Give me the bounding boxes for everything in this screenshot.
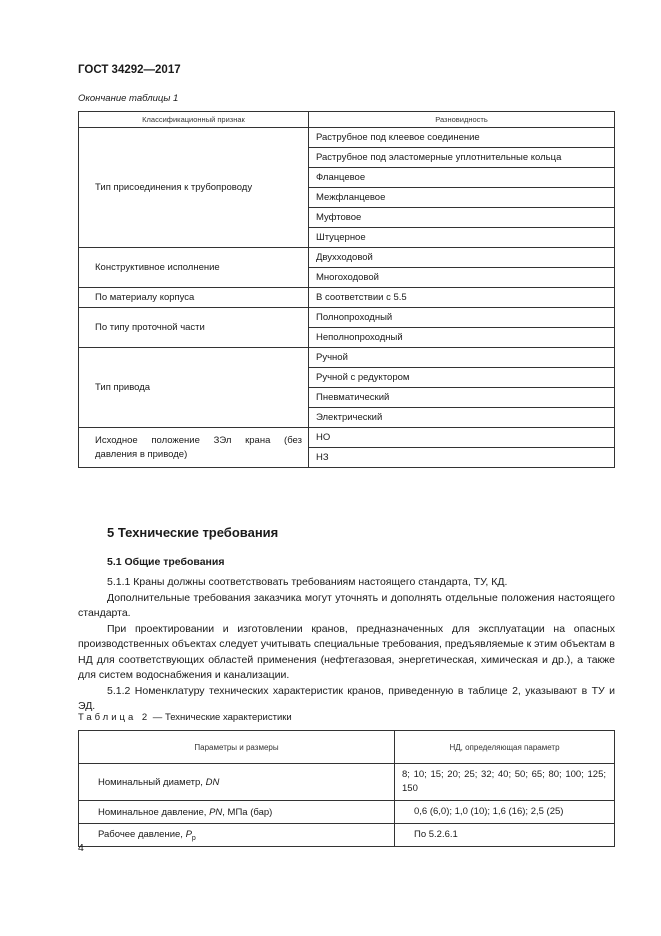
table-row bbox=[79, 801, 615, 824]
table-row bbox=[79, 128, 615, 148]
section-5-1-title: 5.1 Общие требования bbox=[107, 556, 225, 568]
table2-caption-label: Таблица 2 bbox=[78, 712, 151, 723]
value-cell: По 5.2.6.1 bbox=[395, 824, 615, 847]
variant-cell: Фланцевое bbox=[309, 168, 615, 188]
variant-cell: Муфтовое bbox=[309, 208, 615, 228]
col-header-feature: Классификационный признак bbox=[79, 112, 309, 128]
table-row bbox=[79, 308, 615, 328]
variant-cell: Штуцерное bbox=[309, 228, 615, 248]
table-row bbox=[79, 764, 615, 801]
variant-cell: Раструбное под эластомерные уплотнительные кольца bbox=[309, 148, 615, 168]
feature-cell: По типу проточной части bbox=[79, 308, 309, 348]
variant-cell: Ручной bbox=[309, 348, 615, 368]
param-cell: Номинальное давление, PN, МПа (бар) bbox=[79, 801, 395, 824]
classification-table bbox=[78, 111, 615, 468]
variant-cell: Электрический bbox=[309, 408, 615, 428]
param-cell: Рабочее давление, $P_р$ bbox=[79, 824, 395, 847]
variant-cell: НО bbox=[309, 428, 615, 448]
table-header-row bbox=[79, 731, 615, 764]
col-header-variant: Разновидность bbox=[309, 112, 615, 128]
table-row bbox=[79, 824, 615, 847]
variant-cell: Раструбное под клеевое соединение bbox=[309, 128, 615, 148]
paragraph: Дополнительные требования заказчика могут уточнять и дополнять отдельные положения настоящего стандарта. bbox=[78, 591, 615, 619]
table-row bbox=[79, 288, 615, 308]
value-cell: 8; 10; 15; 20; 25; 32; 40; 50; 65; 80; 100; 125; 150 bbox=[395, 764, 615, 801]
variant-cell: Межфланцевое bbox=[309, 188, 615, 208]
feature-cell: По материалу корпуса bbox=[79, 288, 309, 308]
col-header-parameters: Параметры и размеры bbox=[79, 731, 395, 764]
feature-cell: Конструктивное исполнение bbox=[79, 248, 309, 288]
table-row bbox=[79, 348, 615, 368]
value-cell: 0,6 (6,0); 1,0 (10); 1,6 (16); 2,5 (25) bbox=[395, 801, 615, 824]
table-row bbox=[79, 248, 615, 268]
section-5-title: 5 Технические требования bbox=[107, 525, 279, 540]
section-5-body bbox=[78, 575, 615, 715]
paragraph: 5.1.1 Краны должны соответствовать требованиям настоящего стандарта, ТУ, КД. bbox=[107, 576, 508, 588]
paragraph: 5.1.2 Номенклатуру технических характеристик кранов, приведенную в таблице 2, указывают в ТУ и ЭД. bbox=[78, 684, 615, 712]
table-header-row bbox=[79, 112, 615, 128]
feature-cell: Тип привода bbox=[79, 348, 309, 428]
param-cell: Номинальный диаметр, DN bbox=[79, 764, 395, 801]
variant-cell: Многоходовой bbox=[309, 268, 615, 288]
table-row bbox=[79, 428, 615, 448]
table1-continuation-label: Окончание таблицы 1 bbox=[78, 93, 179, 104]
col-header-normative: НД, определяющая параметр bbox=[395, 731, 615, 764]
variant-cell: Двухходовой bbox=[309, 248, 615, 268]
table2-caption bbox=[78, 712, 292, 723]
variant-cell: Неполнопроходный bbox=[309, 328, 615, 348]
feature-cell: Тип присоединения к трубопроводу bbox=[79, 128, 309, 248]
page-number: 4 bbox=[78, 842, 84, 854]
variant-cell: В соответствии с 5.5 bbox=[309, 288, 615, 308]
variant-cell: Пневматический bbox=[309, 388, 615, 408]
standard-header: ГОСТ 34292—2017 bbox=[78, 64, 181, 76]
feature-cell: Исходное положение ЗЭл крана (без давления в приводе) bbox=[79, 428, 309, 468]
variant-cell: Ручной с редуктором bbox=[309, 368, 615, 388]
variant-cell: НЗ bbox=[309, 448, 615, 468]
variant-cell: Полнопроходный bbox=[309, 308, 615, 328]
table2-caption-text: — Технические характеристики bbox=[150, 712, 292, 723]
paragraph: При проектировании и изготовлении кранов, предназначенных для эксплуатации на опасных производственных объектах следует учитывать специальные требования, предъявляемые к этим объектам в НД для соответствующих областей применения (нефтегазовая, энергетическая, химическая и др.), а также для систем водоснабжения и канализации. bbox=[78, 622, 615, 681]
characteristics-table bbox=[78, 730, 615, 847]
